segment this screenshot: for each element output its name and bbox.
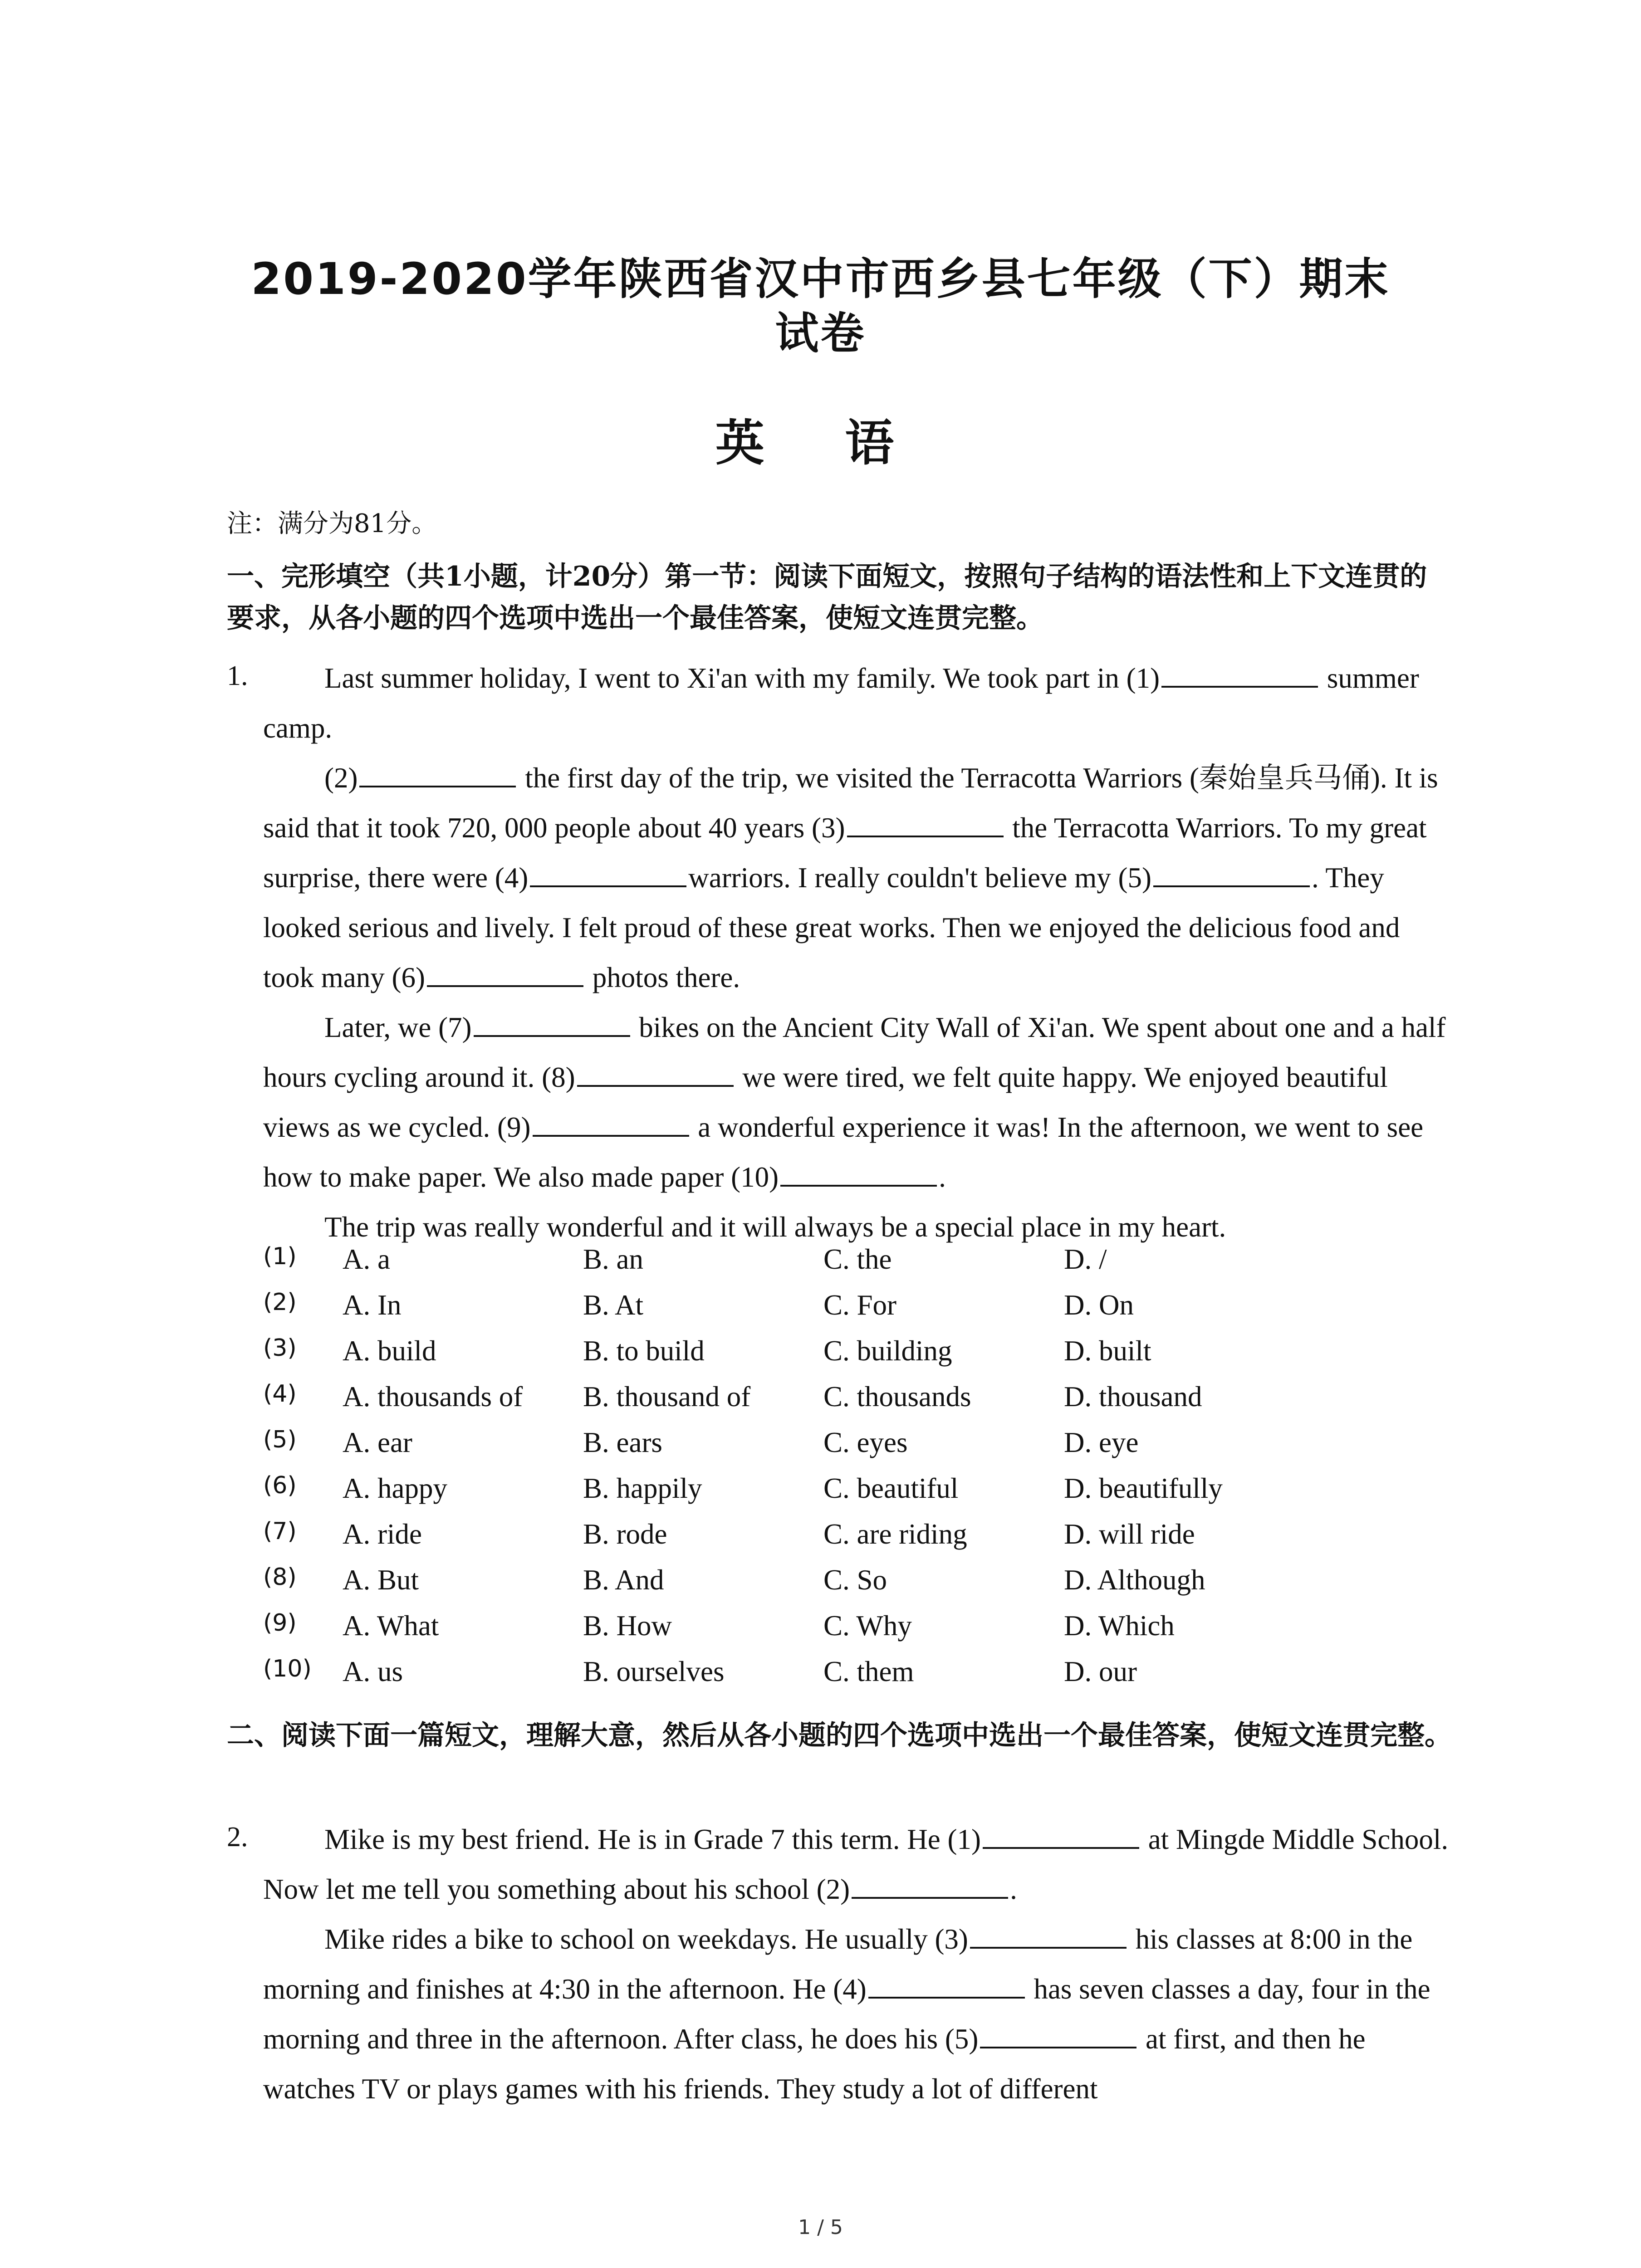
option-row bbox=[263, 1380, 1488, 1426]
option-row bbox=[263, 1289, 1488, 1334]
page-number: 1 / 5 bbox=[798, 2216, 843, 2239]
option-b[interactable]: B. thousand of bbox=[583, 1381, 751, 1413]
question-1-passage bbox=[263, 653, 1452, 1252]
blank-2 bbox=[359, 763, 516, 787]
option-a[interactable]: A. a bbox=[343, 1243, 390, 1275]
option-b[interactable]: B. to build bbox=[583, 1335, 705, 1367]
option-c[interactable]: C. thousands bbox=[823, 1381, 971, 1413]
passage-1-paragraph-3 bbox=[263, 1002, 1452, 1202]
passage-text: Later, we (7) bbox=[324, 1012, 472, 1043]
option-c[interactable]: C. For bbox=[823, 1289, 897, 1321]
passage-text: (2) bbox=[324, 762, 358, 794]
question-1-options bbox=[263, 1243, 1488, 1701]
option-a[interactable]: A. In bbox=[343, 1289, 402, 1321]
option-row bbox=[263, 1655, 1488, 1701]
option-c[interactable]: C. building bbox=[823, 1335, 952, 1367]
blank-5 bbox=[1153, 863, 1310, 887]
passage-text: warriors. I really couldn't believe my (5) bbox=[688, 862, 1151, 894]
option-number: (5) bbox=[263, 1426, 297, 1453]
option-c[interactable]: C. them bbox=[823, 1656, 914, 1687]
blank-4 bbox=[868, 1974, 1025, 1999]
blank-3 bbox=[970, 1924, 1127, 1949]
passage-text: at Mingde Middle School. Now let me tell you something about his school (2) bbox=[263, 1823, 1449, 1905]
blank-1 bbox=[1161, 663, 1318, 688]
option-d[interactable]: D. our bbox=[1064, 1656, 1137, 1687]
option-d[interactable]: D. thousand bbox=[1064, 1381, 1202, 1413]
passage-text: summer camp. bbox=[263, 662, 1419, 744]
option-b[interactable]: B. happily bbox=[583, 1472, 702, 1504]
passage-1-paragraph-4: The trip was really wonderful and it will always be a special place in my heart. bbox=[324, 1211, 1226, 1243]
question-2-passage bbox=[263, 1814, 1452, 2114]
option-a[interactable]: A. ear bbox=[343, 1427, 412, 1458]
section-1-heading: 一、完形填空（共1小题，计20分）第一节：阅读下面短文，按照句子结构的语法性和上下文连贯的要求，从各小题的四个选项中选出一个最佳答案，使短文连贯完整。 bbox=[227, 561, 1427, 634]
option-a[interactable]: A. happy bbox=[343, 1472, 447, 1504]
blank-10 bbox=[780, 1162, 937, 1187]
passage-2-paragraph-1 bbox=[263, 1814, 1452, 1914]
blank-3 bbox=[847, 813, 1004, 837]
passage-text: . bbox=[939, 1161, 946, 1193]
option-number: (9) bbox=[263, 1609, 297, 1637]
subject-heading: 英 语 bbox=[715, 415, 926, 472]
passage-1-paragraph-2 bbox=[263, 753, 1452, 1002]
passage-text: has seven classes a day, four in the morning and three in the afternoon. After class, he does his (5) bbox=[263, 1973, 1430, 2055]
passage-text: Mike rides a bike to school on weekdays. He usually (3) bbox=[324, 1923, 968, 1955]
passage-2-paragraph-2 bbox=[263, 1914, 1452, 2114]
passage-text: the first day of the trip, we visited the Terracotta Warriors (秦始皇兵马俑). It is said that it took 720, 000 people about 40 years (3) bbox=[263, 762, 1438, 844]
option-a[interactable]: A. us bbox=[343, 1656, 403, 1687]
option-c[interactable]: C. beautiful bbox=[823, 1472, 959, 1504]
score-note: 注：满分为81分。 bbox=[227, 509, 437, 538]
question-2-number: 2. bbox=[227, 1822, 248, 1853]
exam-title-line-1: 2019-2020学年陕西省汉中市西乡县七年级（下）期末 bbox=[251, 254, 1390, 304]
option-number: (3) bbox=[263, 1334, 297, 1362]
option-d[interactable]: D. built bbox=[1064, 1335, 1151, 1367]
option-row bbox=[263, 1564, 1488, 1609]
option-row bbox=[263, 1334, 1488, 1380]
option-row bbox=[263, 1609, 1488, 1655]
passage-text: the Terracotta Warriors. To my great surprise, there were (4) bbox=[263, 812, 1427, 894]
option-a[interactable]: A. ride bbox=[343, 1518, 422, 1550]
option-b[interactable]: B. At bbox=[583, 1289, 644, 1321]
option-number: (7) bbox=[263, 1518, 297, 1545]
blank-2 bbox=[852, 1874, 1008, 1899]
option-d[interactable]: D. / bbox=[1064, 1243, 1107, 1275]
passage-text: his classes at 8:00 in the morning and finishes at 4:30 in the afternoon. He (4) bbox=[263, 1923, 1413, 2005]
option-b[interactable]: B. rode bbox=[583, 1518, 667, 1550]
blank-6 bbox=[427, 963, 583, 987]
passage-text: bikes on the Ancient City Wall of Xi'an. We spent about one and a half hours cycling around it. (8) bbox=[263, 1012, 1446, 1093]
question-1-number: 1. bbox=[227, 660, 248, 691]
exam-title-line-2: 试卷 bbox=[775, 308, 866, 359]
option-number: (1) bbox=[263, 1243, 297, 1270]
option-b[interactable]: B. an bbox=[583, 1243, 643, 1275]
passage-text: photos there. bbox=[585, 962, 740, 993]
option-b[interactable]: B. ourselves bbox=[583, 1656, 725, 1687]
option-number: (8) bbox=[263, 1564, 297, 1591]
option-number: (6) bbox=[263, 1472, 297, 1499]
option-c[interactable]: C. the bbox=[823, 1243, 892, 1275]
option-number: (10) bbox=[263, 1655, 312, 1682]
option-d[interactable]: D. Although bbox=[1064, 1564, 1205, 1596]
option-d[interactable]: D. will ride bbox=[1064, 1518, 1195, 1550]
option-number: (2) bbox=[263, 1289, 297, 1316]
option-a[interactable]: A. What bbox=[343, 1610, 439, 1642]
option-d[interactable]: D. beautifully bbox=[1064, 1472, 1223, 1504]
passage-text: . bbox=[1010, 1873, 1017, 1905]
option-d[interactable]: D. eye bbox=[1064, 1427, 1139, 1458]
passage-text: . They looked serious and lively. I felt proud of these great works. Then we enjoyed the delicious food and took many (6) bbox=[263, 862, 1400, 993]
passage-1-paragraph-1 bbox=[263, 653, 1452, 753]
option-number: (4) bbox=[263, 1380, 297, 1408]
blank-7 bbox=[474, 1012, 630, 1037]
option-row bbox=[263, 1472, 1488, 1518]
blank-4 bbox=[530, 863, 686, 887]
section-2-heading: 二、阅读下面一篇短文，理解大意，然后从各小题的四个选项中选出一个最佳答案，使短文连贯完整。 bbox=[227, 1720, 1452, 1751]
option-b[interactable]: B. ears bbox=[583, 1427, 662, 1458]
passage-text: a wonderful experience it was! In the afternoon, we went to see how to make paper. We also made paper (10) bbox=[263, 1111, 1424, 1193]
option-d[interactable]: D. Which bbox=[1064, 1610, 1175, 1642]
option-b[interactable]: B. How bbox=[583, 1610, 672, 1642]
option-a[interactable]: A. But bbox=[343, 1564, 419, 1596]
passage-text: at first, and then he watches TV or plays games with his friends. They study a lot of different bbox=[263, 2023, 1366, 2105]
blank-9 bbox=[533, 1112, 689, 1137]
option-a[interactable]: A. thousands of bbox=[343, 1381, 523, 1413]
option-c[interactable]: C. are riding bbox=[823, 1518, 967, 1550]
option-c[interactable]: C. So bbox=[823, 1564, 887, 1596]
option-a[interactable]: A. build bbox=[343, 1335, 436, 1367]
option-row bbox=[263, 1518, 1488, 1564]
blank-1 bbox=[983, 1824, 1139, 1849]
passage-text: Last summer holiday, I went to Xi'an with my family. We took part in (1) bbox=[324, 662, 1160, 694]
blank-5 bbox=[980, 2024, 1136, 2048]
passage-text: Mike is my best friend. He is in Grade 7 this term. He (1) bbox=[324, 1823, 981, 1855]
option-b[interactable]: B. And bbox=[583, 1564, 664, 1596]
option-d[interactable]: D. On bbox=[1064, 1289, 1134, 1321]
option-row bbox=[263, 1243, 1488, 1289]
option-c[interactable]: C. eyes bbox=[823, 1427, 908, 1458]
option-row bbox=[263, 1426, 1488, 1472]
blank-8 bbox=[577, 1062, 734, 1087]
option-c[interactable]: C. Why bbox=[823, 1610, 912, 1642]
passage-text: we were tired, we felt quite happy. We enjoyed beautiful views as we cycled. (9) bbox=[263, 1061, 1388, 1143]
